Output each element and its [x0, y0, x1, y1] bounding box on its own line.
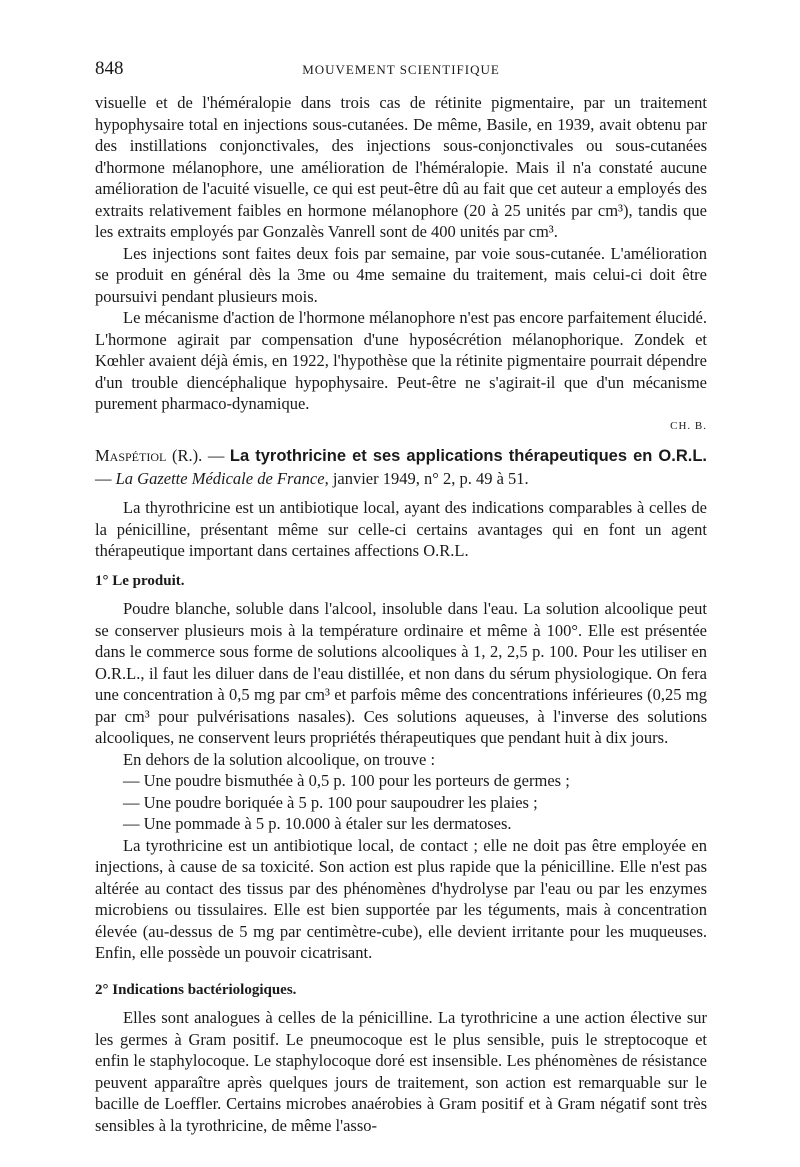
section1-paragraph-3: La tyrothricine est un antibiotique local, de contact ; elle ne doit pas être employée en injections, à cause de sa toxicité. Son action est plus rapide que la pénicilline. Elle n'est pas altérée au contact des tissus par des phénomènes d'hydrolyse par l'eau ou par les enzymes microbiens ou tissulaires. Elle est bien supportée par les téguments, mais à concentration élevée (au-dessus de 5 mg par centimètre-cube), elle devient irritante pour les muqueuses. Enfin, elle possède un pouvoir cicatrisant.: [95, 835, 707, 962]
page-body: [95, 92, 707, 1136]
article1-paragraph-1: visuelle et de l'héméralopie dans trois cas de rétinite pigmentaire, par un traitement hypophysaire total en injections sous-cutanées. De même, Basile, en 1939, avait obtenu par des instillations conjonctivales, des injections sous-conjonctivales ou sous-cutanées d'hormone mélanophore, une amélioration de l'héméralopie. Mais il n'a constaté aucune amélioration de l'acuité visuelle, ce qui est peut-être dû au fait que cet auteur a employés des extraits relativement faibles en hormone mélanophore (20 à 25 unités par cm³), tandis que les extraits employés par Gonzalès Vanrell sont de 400 unités par cm³.: [95, 93, 707, 241]
article1-paragraph-2: Les injections sont faites deux fois par semaine, par voie sous-cutanée. L'amélioration se produit en général dès la 3me ou 4me semaine du traitement, mais celui-ci doit être poursuivi pendant plusieurs mois.: [95, 243, 707, 306]
section1-paragraph-1: Poudre blanche, soluble dans l'alcool, insoluble dans l'eau. La solution alcoolique peut se conserver plusieurs mois à la température ordinaire et même à 100°. Elle est présentée dans le commerce sous forme de solutions alcooliques à 1, 2, 2,5 p. 100. Pour les utiliser en O.R.L., il faut les diluer dans de l'eau distillée, et non dans du sérum physiologique. On fera une concentration à 0,5 mg par cm³ et parfois même des concentrations inférieures (0,25 mg par cm³ pour pulvérisations nasales). Ces solutions aqueuses, à l'inverse des solutions alcooliques, ne conservent leurs propriétés thérapeutiques que pendant huit à dix jours.: [95, 599, 707, 747]
list-item: — Une pommade à 5 p. 10.000 à étaler sur les dermatoses.: [123, 814, 512, 833]
author-signature: CH. B.: [670, 419, 707, 432]
article2-intro: La thyrothricine est un antibiotique local, ayant des indications comparables à celles de la pénicilline, présentant même sur celle-ci certains avantages qui en font un agent thérapeutique important dans certaines affections O.R.L.: [95, 498, 707, 560]
page-number: 848: [95, 58, 124, 79]
page-header: [95, 58, 707, 82]
list-item: — Une poudre bismuthée à 0,5 p. 100 pour les porteurs de germes ;: [123, 771, 570, 790]
citation-title: La tyrothricine et ses applications thérapeutiques en O.R.L.: [229, 447, 707, 465]
citation-details: , janvier 1949, n° 2, p. 49 à 51.: [324, 468, 529, 488]
section2-paragraph: Elles sont analogues à celles de la pénicilline. La tyrothricine a une action élective sur les germes à Gram positif. Le pneumocoque est le plus sensible, puis le streptocoque et enfin le staphylocoque. Le staphylocoque doré est insensible. Les phénomènes de résistance peuvent apparaître après quelques jours de traitement, son action est remarquable sur le bacille de Loeffler. Certains microbes anaérobies à Gram positif et à Gram négatif sont très sensibles à la tyrothricine, de même l'asso-: [95, 1008, 707, 1135]
citation-dash: —: [207, 446, 225, 465]
running-head: MOUVEMENT SCIENTIFIQUE: [302, 62, 500, 77]
list-item: — Une poudre boriquée à 5 p. 100 pour saupoudrer les plaies ;: [123, 792, 538, 812]
citation-author: Maspétiol (R.).: [95, 446, 203, 465]
article1-paragraph-3: Le mécanisme d'action de l'hormone mélanophore n'est pas encore parfaitement élucidé. L'hormone agirait par compensation d'une hyposécrétion mélanophorique. Zondek et Kœhler avaient déjà émis, en 1922, l'hypothèse que la rétinite pigmentaire pourrait dépendre d'un trouble diencéphalique hypophysaire. Peut-être ne s'agirait-il que d'un mécanisme purement pharmaco-dynamique.: [95, 308, 707, 413]
section1-paragraph-2: En dehors de la solution alcoolique, on trouve :: [123, 749, 436, 769]
bibliographic-citation: [95, 445, 707, 489]
citation-journal: La Gazette Médicale de France: [115, 468, 325, 488]
citation-dash: —: [95, 468, 112, 488]
section-heading-bacteriological: 2° Indications bactériologiques.: [95, 981, 297, 998]
section-heading-product: 1° Le produit.: [95, 572, 185, 589]
